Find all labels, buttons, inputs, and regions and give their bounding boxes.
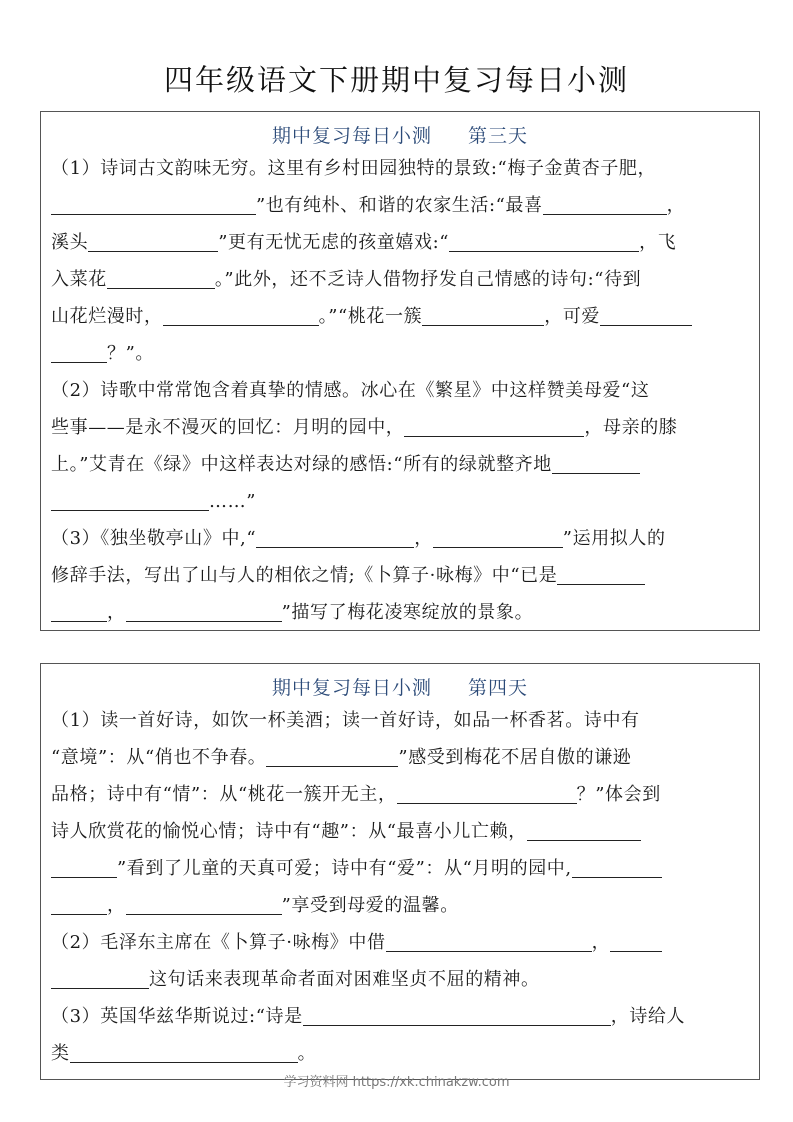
section-heading — [51, 121, 749, 148]
question-text: （1）诗词古文韵味无穷。这里有乡村田园独特的景致:“梅子金黄杏子肥， — [51, 158, 657, 179]
answer-blank[interactable] — [107, 266, 215, 289]
question-text: 上。”艾青在《绿》中这样表达对绿的感悟:“所有的绿就整齐地 — [51, 454, 552, 475]
answer-blank[interactable] — [51, 488, 209, 511]
question-text: 山花烂漫时， — [51, 306, 163, 327]
answer-blank[interactable] — [51, 892, 107, 915]
answer-blank[interactable] — [386, 929, 592, 952]
answer-blank[interactable] — [572, 855, 662, 878]
question-text: ，可爱 — [544, 306, 601, 327]
day-label: 第四天 — [468, 677, 529, 699]
answer-blank[interactable] — [70, 1040, 298, 1063]
answer-blank[interactable] — [557, 562, 645, 585]
question-text: ”描写了梅花凌寒绽放的景象。 — [281, 602, 534, 623]
answer-blank[interactable] — [51, 855, 117, 878]
question-text: ”更有无忧无虑的孩童嬉戏:“ — [218, 232, 450, 253]
question-text: ”看到了儿童的天真可爱；诗中有“爱”：从“月明的园中, — [117, 858, 572, 879]
question-text: 类 — [51, 1043, 70, 1064]
question-text: （2）毛泽东主席在《卜算子·咏梅》中借 — [51, 932, 386, 953]
question-text: 入菜花 — [51, 269, 107, 290]
question-text: ”运用拟人的 — [562, 528, 666, 549]
page-title: 四年级语文下册期中复习每日小测 — [163, 63, 629, 97]
answer-blank[interactable] — [51, 966, 149, 989]
heading-text: 期中复习每日小测 — [271, 677, 432, 699]
question-text: ，母亲的膝 — [584, 417, 678, 438]
answer-blank[interactable] — [433, 525, 563, 548]
answer-blank[interactable] — [51, 599, 107, 622]
question-text: 修辞手法，写出了山与人的相依之情;《卜算子·咏梅》中“已是 — [51, 565, 558, 586]
question-text: 。”“桃花一簇 — [318, 306, 423, 327]
question-text: ？”。 — [107, 343, 155, 364]
question-2 — [51, 372, 749, 520]
question-text: 诗人欣赏花的愉悦心情；诗中有“趣”：从“最喜小儿亡赖， — [51, 821, 527, 842]
question-text: （1）读一首好诗，如饮一杯美酒；读一首好诗，如品一杯香茗。诗中有 — [51, 710, 640, 731]
question-1 — [51, 702, 749, 924]
question-2 — [51, 924, 749, 998]
question-3 — [51, 520, 749, 631]
answer-blank[interactable] — [126, 599, 282, 622]
question-text: 这句话来表现革命者面对困难坚贞不屈的精神。 — [149, 969, 540, 990]
question-text: ”享受到母爱的温馨。 — [281, 895, 459, 916]
answer-blank[interactable] — [51, 340, 107, 363]
question-text: ， — [107, 895, 126, 916]
answer-blank[interactable] — [600, 303, 692, 326]
answer-blank[interactable] — [126, 892, 282, 915]
question-text: 。 — [297, 1043, 317, 1064]
answer-blank[interactable] — [552, 451, 640, 474]
answer-blank[interactable] — [543, 192, 667, 215]
question-text: ，诗给人 — [610, 1006, 686, 1027]
question-3 — [51, 998, 749, 1072]
question-text: ”也有纯朴、和谐的农家生活:“最喜 — [256, 195, 543, 216]
section-heading — [51, 673, 749, 700]
answer-blank[interactable] — [610, 929, 662, 952]
question-text: ”感受到梅花不居自傲的谦逊 — [398, 747, 632, 768]
question-text: 些事——是永不漫灭的回忆：月明的园中， — [51, 417, 405, 438]
question-text: ？”体会到 — [576, 784, 661, 805]
question-text: 。”此外，还不乏诗人借物抒发自己情感的诗句:“待到 — [214, 269, 642, 290]
question-text: （2）诗歌中常常饱含着真挚的情感。冰心在《繁星》中这样赞美母爱“这 — [51, 380, 650, 401]
question-text: （3）英国华兹华斯说过:“诗是 — [51, 1006, 303, 1027]
answer-blank[interactable] — [404, 414, 584, 437]
answer-blank[interactable] — [51, 192, 256, 215]
question-text: 溪头 — [51, 232, 89, 253]
answer-blank[interactable] — [256, 525, 414, 548]
question-text: ， — [107, 602, 126, 623]
answer-blank[interactable] — [88, 229, 218, 252]
answer-blank[interactable] — [266, 744, 398, 767]
answer-blank[interactable] — [527, 818, 641, 841]
heading-text: 期中复习每日小测 — [271, 125, 432, 147]
answer-blank[interactable] — [397, 781, 577, 804]
quiz-box-day4 — [40, 663, 760, 1080]
answer-blank[interactable] — [422, 303, 544, 326]
question-text: ，飞 — [639, 232, 677, 253]
question-text: ， — [666, 195, 686, 216]
question-text: （3）《独坐敬亭山》中,“ — [51, 528, 257, 549]
footer-watermark: 学习资料网 https://xk.chinakzw.com — [283, 1075, 510, 1090]
question-text: ……” — [209, 491, 257, 512]
question-text: ， — [591, 932, 611, 953]
question-text: 品格；诗中有“情”：从“桃花一簇开无主， — [51, 784, 397, 805]
question-text: “意境”：从“俏也不争春。 — [51, 747, 267, 768]
question-text: ， — [414, 528, 433, 549]
answer-blank[interactable] — [449, 229, 639, 252]
answer-blank[interactable] — [163, 303, 319, 326]
day-label: 第三天 — [468, 125, 529, 147]
question-1 — [51, 150, 749, 372]
answer-blank[interactable] — [303, 1003, 611, 1026]
quiz-box-day3 — [40, 111, 760, 631]
